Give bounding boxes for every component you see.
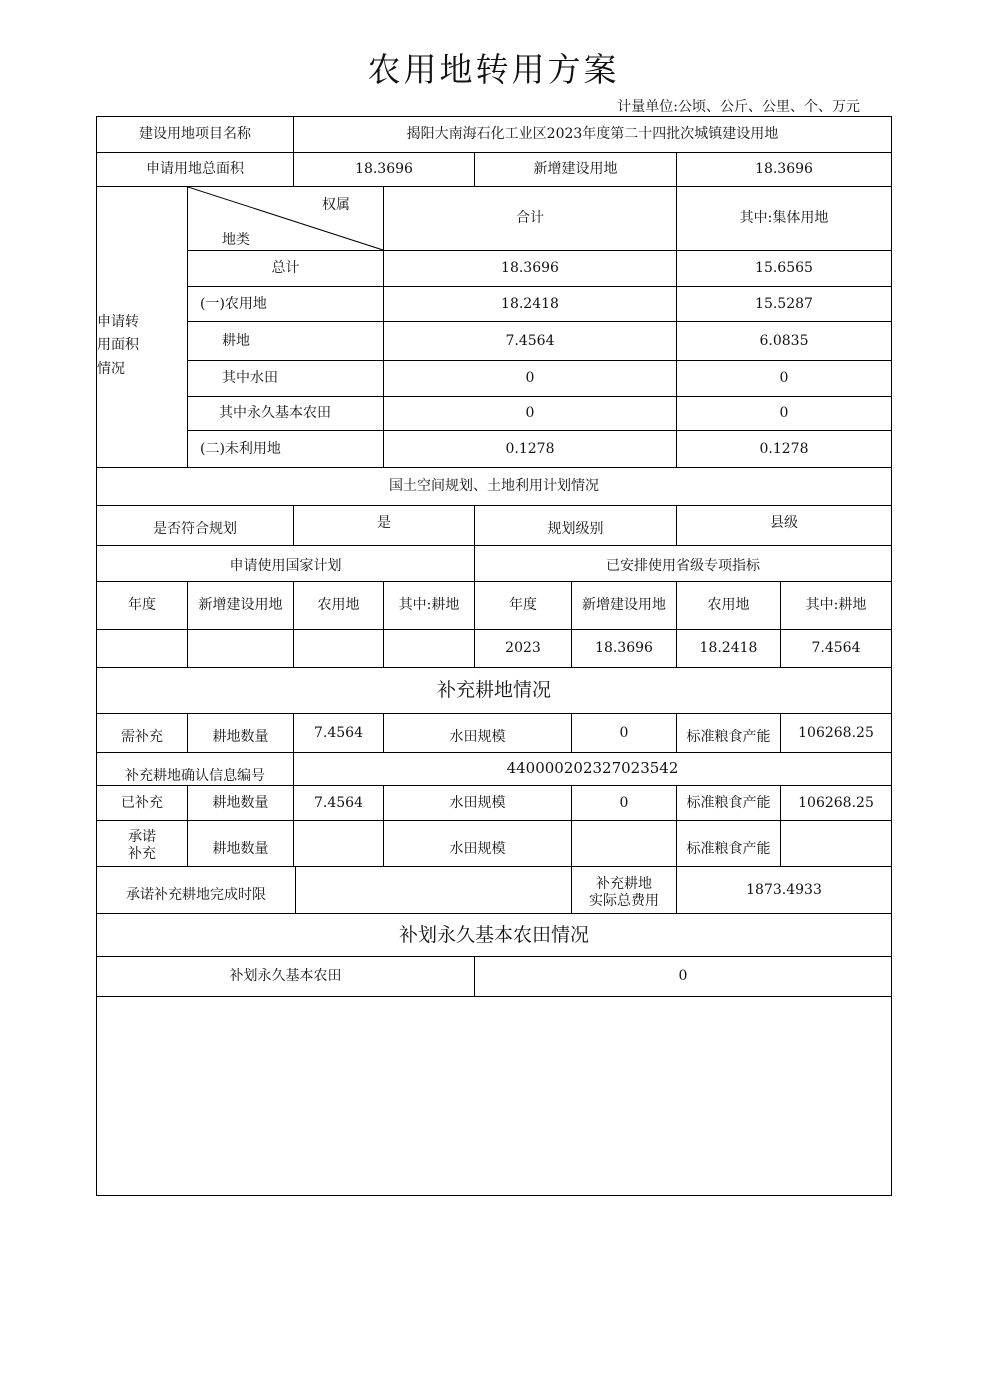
done-qty: 7.4564	[314, 795, 363, 811]
plan-value	[294, 630, 383, 667]
level-value: 县级	[770, 515, 798, 531]
header-ownership: 权属	[322, 196, 350, 213]
header-landtype: 地类	[222, 231, 250, 248]
plan-header: 农用地	[707, 597, 750, 614]
deadline-label: 承诺补充耕地完成时限	[126, 887, 266, 904]
done-qty-label: 耕地数量	[212, 794, 269, 811]
plan-header: 新增建设用地	[198, 597, 283, 614]
row-label: 总计	[271, 260, 300, 277]
row-collective: 0.1278	[759, 440, 809, 457]
row-label: (一)农用地	[200, 295, 267, 312]
promise-paddy-label: 水田规模	[449, 840, 506, 857]
promise-label: 承诺 补充	[128, 829, 156, 862]
promise-qty	[294, 821, 383, 866]
col-total-header: 合计	[516, 210, 544, 227]
supplement-section-title: 补充耕地情况	[436, 679, 551, 702]
plan-header: 年度	[128, 597, 156, 614]
row-collective: 0	[779, 370, 789, 387]
blank-remarks-area	[97, 997, 891, 1195]
done-paddy: 0	[619, 795, 629, 811]
need-grain: 106268.25	[798, 725, 874, 741]
row-total: 18.3696	[501, 260, 559, 277]
col-collective-header: 其中:集体用地	[739, 210, 829, 227]
plan-value	[97, 630, 187, 667]
plan-value: 7.4564	[811, 640, 861, 657]
plan-header: 年度	[509, 597, 537, 614]
done-label: 已补充	[121, 794, 163, 811]
row-total: 0	[525, 405, 535, 422]
done-grain: 106268.25	[798, 795, 874, 811]
promise-grain-label: 标准粮食产能	[686, 840, 771, 857]
row-total: 0.1278	[505, 440, 555, 457]
plan-header: 其中:耕地	[398, 597, 460, 614]
new-construction-label: 新增建设用地	[533, 161, 618, 178]
need-grain-label: 标准粮食产能	[686, 728, 771, 745]
plan-value: 2023	[505, 640, 541, 657]
total-area-value: 18.3696	[355, 161, 413, 178]
done-paddy-label: 水田规模	[449, 794, 506, 811]
national-plan-label: 申请使用国家计划	[229, 558, 342, 575]
row-label: 其中水田	[222, 370, 278, 387]
deadline-value	[296, 867, 571, 913]
permanent-value: 0	[678, 968, 688, 985]
provincial-plan-label: 已安排使用省级专项指标	[606, 558, 760, 575]
need-paddy: 0	[619, 725, 629, 741]
row-collective: 15.6565	[755, 260, 813, 277]
plan-value	[384, 630, 474, 667]
total-area-label: 申请用地总面积	[146, 161, 244, 178]
need-qty: 7.4564	[314, 725, 363, 741]
plan-value: 18.3696	[595, 640, 653, 657]
plan-value: 18.2418	[699, 640, 758, 657]
conversion-side-label: 申请转 用面积 情况	[97, 314, 139, 377]
promise-qty-label: 耕地数量	[212, 840, 269, 857]
plan-header: 农用地	[317, 597, 360, 614]
row-total: 0	[525, 370, 535, 387]
page-title: 农用地转用方案	[367, 50, 620, 89]
cost-label: 补充耕地 实际总费用	[589, 875, 659, 909]
project-name-value: 揭阳大南海石化工业区2023年度第二十四批次城镇建设用地	[406, 126, 779, 143]
plan-header: 新增建设用地	[582, 597, 666, 614]
unit-note: 计量单位:公顷、公斤、公里、个、万元	[617, 99, 860, 115]
promise-grain	[781, 821, 891, 866]
need-label: 需补充	[121, 728, 163, 745]
done-grain-label: 标准粮食产能	[686, 794, 771, 811]
row-total: 18.2418	[501, 295, 559, 312]
conform-value: 是	[377, 515, 391, 531]
new-construction-value: 18.3696	[755, 161, 813, 178]
permanent-label: 补划永久基本农田	[229, 968, 342, 985]
row-collective: 6.0835	[759, 332, 809, 349]
confirm-value: 440000202327023542	[506, 759, 679, 777]
plan-header: 其中:耕地	[805, 597, 867, 614]
conform-label: 是否符合规划	[153, 521, 237, 538]
row-label: 耕地	[222, 332, 250, 349]
permanent-section-title: 补划永久基本农田情况	[398, 923, 589, 946]
row-collective: 0	[779, 405, 789, 422]
need-qty-label: 耕地数量	[212, 728, 269, 745]
cost-value: 1873.4933	[746, 881, 822, 898]
row-total: 7.4564	[505, 332, 555, 349]
project-name-label: 建设用地项目名称	[139, 126, 251, 143]
need-paddy-label: 水田规模	[449, 728, 506, 745]
level-label: 规划级别	[547, 521, 604, 538]
plan-value	[188, 630, 293, 667]
confirm-label: 补充耕地确认信息编号	[125, 767, 265, 784]
row-collective: 15.5287	[755, 295, 813, 312]
promise-paddy	[572, 821, 676, 866]
row-label: 其中永久基本农田	[219, 405, 331, 422]
row-label: (二)未利用地	[200, 440, 281, 457]
planning-section-title: 国土空间规划、土地利用计划情况	[389, 478, 599, 495]
